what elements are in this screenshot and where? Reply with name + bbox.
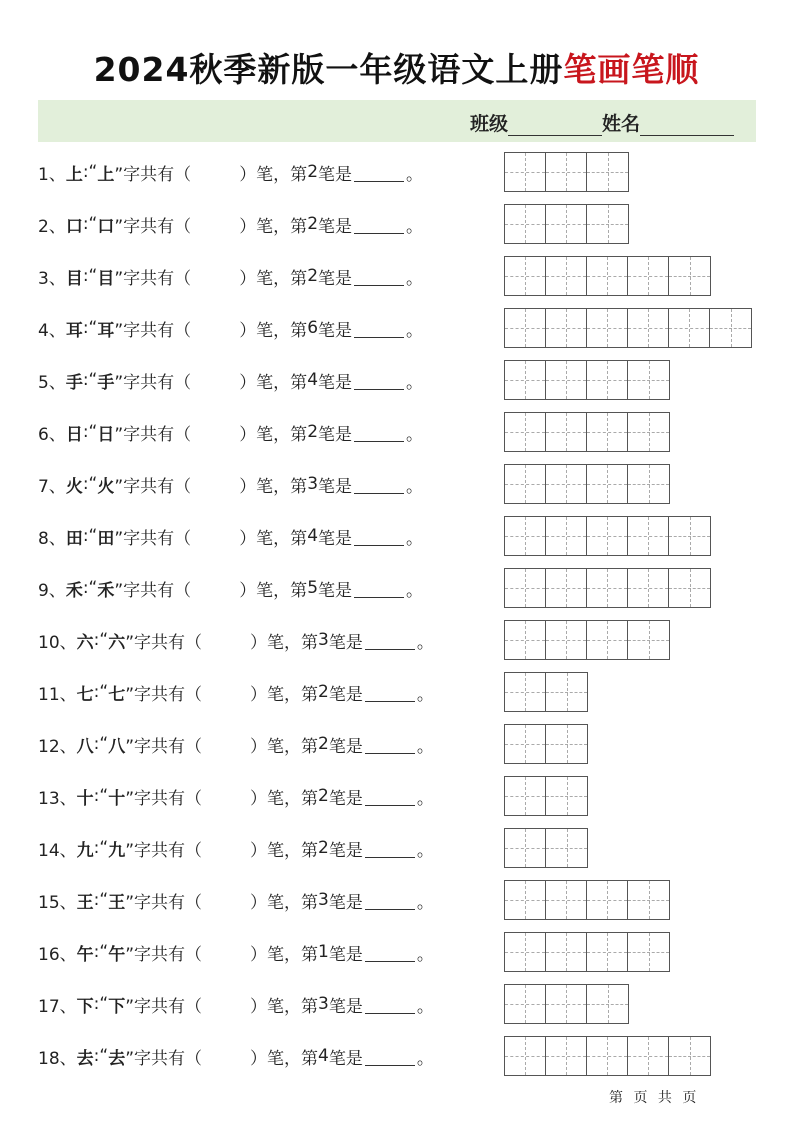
- question-char: 王: [76, 892, 94, 913]
- stroke-answer-blank[interactable]: [365, 891, 415, 910]
- question-text-stroke: 笔是: [328, 632, 363, 653]
- question-row: [38, 776, 434, 816]
- question-text-count: ”字共有（: [114, 580, 192, 601]
- question-end: 。: [406, 164, 424, 185]
- question-end: 。: [416, 632, 434, 653]
- question-number: 16、: [38, 944, 77, 965]
- writing-cell[interactable]: [505, 309, 546, 347]
- stroke-answer-blank[interactable]: [354, 423, 404, 442]
- question-text-count: ”字共有（: [125, 1048, 202, 1069]
- question-text-mid: ）笔，第: [239, 528, 308, 549]
- question-char-quoted: 下: [108, 996, 126, 1017]
- question-text-mid: ）笔，第: [239, 580, 308, 601]
- question-text-count: ”字共有（: [114, 164, 192, 185]
- question-text-stroke: 笔是: [318, 528, 353, 549]
- question-row: [38, 568, 423, 608]
- writing-cell[interactable]: [505, 881, 546, 919]
- name-input-line[interactable]: [640, 113, 734, 136]
- question-text-stroke: 笔是: [328, 684, 363, 705]
- question-char-quoted: 田: [97, 528, 115, 549]
- writing-cell[interactable]: [546, 985, 587, 1023]
- question-char-quoted: 去: [108, 1048, 126, 1069]
- question-number: 6、: [38, 424, 66, 445]
- question-end: 。: [416, 944, 434, 965]
- writing-cell[interactable]: [669, 569, 710, 607]
- question-row: [38, 620, 434, 660]
- stroke-answer-blank[interactable]: [365, 995, 415, 1014]
- question-end: 。: [416, 684, 434, 705]
- question-text-count: ”字共有（: [114, 268, 192, 289]
- writing-cell[interactable]: [628, 517, 669, 555]
- writing-cell[interactable]: [628, 257, 669, 295]
- question-prefix: :“: [93, 734, 109, 754]
- writing-grid: [504, 776, 588, 816]
- stroke-index: 2: [318, 786, 329, 806]
- writing-cell[interactable]: [587, 153, 628, 191]
- question-end: 。: [406, 216, 424, 237]
- writing-cell[interactable]: [505, 465, 546, 503]
- question-text-mid: ）笔，第: [239, 476, 308, 497]
- question-text-stroke: 笔是: [328, 1048, 363, 1069]
- writing-grid: [504, 256, 711, 296]
- question-prefix: :“: [82, 266, 98, 286]
- question-char-quoted: 六: [108, 632, 126, 653]
- question-text-count: ”字共有（: [125, 996, 202, 1017]
- writing-cell[interactable]: [505, 153, 546, 191]
- stroke-index: 3: [318, 994, 329, 1014]
- question-prefix: :“: [82, 422, 98, 442]
- question-char-quoted: 九: [108, 840, 126, 861]
- question-number: 10、: [38, 632, 77, 653]
- writing-cell[interactable]: [587, 933, 628, 971]
- question-char: 日: [65, 424, 83, 445]
- question-number: 3、: [38, 268, 66, 289]
- question-text-stroke: 笔是: [328, 944, 363, 965]
- question-text-stroke: 笔是: [318, 372, 353, 393]
- title-main: 2024秋季新版一年级语文上册: [93, 50, 564, 89]
- question-end: 。: [416, 788, 434, 809]
- question-text-mid: ）笔，第: [250, 996, 318, 1017]
- question-row: [38, 932, 434, 972]
- question-row: [38, 204, 423, 244]
- question-end: 。: [416, 1048, 434, 1069]
- writing-cell[interactable]: [587, 517, 628, 555]
- stroke-answer-blank[interactable]: [365, 839, 415, 858]
- stroke-answer-blank[interactable]: [354, 527, 404, 546]
- question-text-count: ”字共有（: [125, 632, 202, 653]
- writing-cell[interactable]: [628, 933, 669, 971]
- question-char: 去: [76, 1048, 94, 1069]
- writing-cell[interactable]: [587, 309, 628, 347]
- question-text-stroke: 笔是: [328, 788, 363, 809]
- question-row: [38, 152, 423, 192]
- question-text-count: ”字共有（: [114, 476, 192, 497]
- question-char: 田: [65, 528, 83, 549]
- writing-cell[interactable]: [669, 257, 710, 295]
- writing-cell[interactable]: [587, 413, 628, 451]
- question-text-mid: ）笔，第: [239, 372, 308, 393]
- class-name-bar: [38, 100, 756, 142]
- writing-cell[interactable]: [546, 881, 587, 919]
- question-text-count: ”字共有（: [125, 788, 202, 809]
- question-char-quoted: 目: [97, 268, 115, 289]
- stroke-answer-blank[interactable]: [354, 319, 404, 338]
- question-char-quoted: 日: [97, 424, 115, 445]
- writing-cell[interactable]: [628, 1037, 669, 1075]
- question-char: 目: [65, 268, 83, 289]
- question-char: 九: [76, 840, 94, 861]
- stroke-index: 4: [307, 526, 319, 546]
- writing-cell[interactable]: [546, 621, 587, 659]
- writing-grid: [504, 516, 711, 556]
- question-char: 禾: [65, 580, 83, 601]
- question-row: [38, 880, 434, 920]
- writing-grid: [504, 620, 670, 660]
- writing-cell[interactable]: [546, 933, 587, 971]
- stroke-answer-blank[interactable]: [365, 787, 415, 806]
- stroke-answer-blank[interactable]: [354, 163, 404, 182]
- writing-grid: [504, 308, 752, 348]
- stroke-answer-blank[interactable]: [365, 631, 415, 650]
- writing-cell[interactable]: [546, 205, 587, 243]
- stroke-answer-blank[interactable]: [354, 475, 404, 494]
- question-char: 午: [76, 944, 94, 965]
- writing-cell[interactable]: [628, 413, 669, 451]
- question-char-quoted: 上: [97, 164, 115, 185]
- writing-cell[interactable]: [628, 621, 669, 659]
- writing-grid: [504, 672, 588, 712]
- writing-cell[interactable]: [505, 933, 546, 971]
- stroke-index: 2: [307, 266, 319, 286]
- question-prefix: :“: [93, 994, 109, 1014]
- question-char: 手: [65, 372, 83, 393]
- stroke-answer-blank[interactable]: [354, 215, 404, 234]
- question-text-mid: ）笔，第: [250, 788, 318, 809]
- writing-cell[interactable]: [505, 1037, 546, 1075]
- question-prefix: :“: [82, 162, 98, 182]
- writing-cell[interactable]: [505, 205, 546, 243]
- class-label: 班级: [469, 113, 508, 135]
- question-char: 七: [76, 684, 94, 705]
- stroke-answer-blank[interactable]: [354, 267, 404, 286]
- question-end: 。: [406, 424, 424, 445]
- writing-cell[interactable]: [546, 725, 587, 763]
- stroke-index: 2: [307, 422, 319, 442]
- question-text-stroke: 笔是: [318, 476, 353, 497]
- question-number: 8、: [38, 528, 66, 549]
- question-row: [38, 1036, 434, 1076]
- question-prefix: :“: [82, 526, 98, 546]
- writing-cell[interactable]: [546, 257, 587, 295]
- question-text-stroke: 笔是: [318, 580, 353, 601]
- question-text-stroke: 笔是: [318, 164, 353, 185]
- writing-grid: [504, 880, 670, 920]
- question-prefix: :“: [82, 370, 98, 390]
- writing-cell[interactable]: [546, 1037, 587, 1075]
- question-number: 1、: [38, 164, 66, 185]
- question-text-stroke: 笔是: [328, 892, 363, 913]
- writing-cell[interactable]: [628, 569, 669, 607]
- question-prefix: :“: [93, 682, 109, 702]
- question-char: 下: [76, 996, 94, 1017]
- question-char-quoted: 八: [108, 736, 126, 757]
- question-end: 。: [406, 372, 424, 393]
- question-row: [38, 516, 423, 556]
- writing-grid: [504, 828, 588, 868]
- question-text-mid: ）笔，第: [250, 632, 318, 653]
- question-row: [38, 672, 434, 712]
- question-text-stroke: 笔是: [318, 268, 353, 289]
- question-char-quoted: 七: [108, 684, 126, 705]
- stroke-index: 3: [318, 890, 329, 910]
- stroke-index: 3: [318, 630, 329, 650]
- writing-grid: [504, 1036, 711, 1076]
- writing-grid: [504, 932, 670, 972]
- question-text-stroke: 笔是: [318, 216, 353, 237]
- question-char-quoted: 午: [108, 944, 126, 965]
- question-prefix: :“: [93, 786, 109, 806]
- class-input-line[interactable]: [508, 113, 602, 136]
- question-char-quoted: 火: [97, 476, 115, 497]
- question-row: [38, 828, 434, 868]
- writing-cell[interactable]: [546, 777, 587, 815]
- writing-cell[interactable]: [546, 569, 587, 607]
- question-text-mid: ）笔，第: [239, 216, 308, 237]
- question-prefix: :“: [82, 214, 98, 234]
- question-end: 。: [406, 580, 424, 601]
- question-row: [38, 360, 423, 400]
- question-end: 。: [406, 320, 424, 341]
- question-text-count: ”字共有（: [114, 372, 192, 393]
- question-end: 。: [416, 736, 434, 757]
- question-text-count: ”字共有（: [114, 216, 192, 237]
- question-text-stroke: 笔是: [328, 840, 363, 861]
- writing-grid: [504, 412, 670, 452]
- page-footer: 第 页 共 页: [609, 1090, 697, 1106]
- question-text-count: ”字共有（: [114, 320, 192, 341]
- question-char: 十: [76, 788, 94, 809]
- writing-grid: [504, 984, 629, 1024]
- question-char-quoted: 十: [108, 788, 126, 809]
- writing-grid: [504, 360, 670, 400]
- writing-cell[interactable]: [505, 413, 546, 451]
- question-char-quoted: 口: [97, 216, 115, 237]
- writing-grid: [504, 464, 670, 504]
- question-number: 14、: [38, 840, 77, 861]
- question-text-stroke: 笔是: [328, 736, 363, 757]
- writing-cell[interactable]: [587, 1037, 628, 1075]
- question-end: 。: [416, 840, 434, 861]
- question-text-count: ”字共有（: [125, 944, 202, 965]
- writing-cell[interactable]: [587, 881, 628, 919]
- writing-cell[interactable]: [546, 361, 587, 399]
- question-text-stroke: 笔是: [318, 424, 353, 445]
- writing-cell[interactable]: [505, 569, 546, 607]
- question-number: 7、: [38, 476, 66, 497]
- question-number: 11、: [38, 684, 77, 705]
- writing-cell[interactable]: [628, 465, 669, 503]
- question-char-quoted: 王: [108, 892, 126, 913]
- question-text-mid: ）笔，第: [250, 944, 318, 965]
- question-number: 9、: [38, 580, 66, 601]
- question-prefix: :“: [93, 838, 109, 858]
- stroke-index: 2: [318, 734, 329, 754]
- writing-cell[interactable]: [628, 309, 669, 347]
- question-text-mid: ）笔，第: [239, 320, 308, 341]
- question-text-mid: ）笔，第: [250, 684, 318, 705]
- question-prefix: :“: [93, 1046, 109, 1066]
- question-text-mid: ）笔，第: [250, 736, 318, 757]
- question-number: 4、: [38, 320, 66, 341]
- page-title: [0, 44, 793, 96]
- writing-cell[interactable]: [505, 621, 546, 659]
- question-row: [38, 412, 423, 452]
- question-number: 12、: [38, 736, 77, 757]
- stroke-index: 1: [318, 942, 329, 962]
- question-text-count: ”字共有（: [125, 736, 202, 757]
- question-text-count: ”字共有（: [114, 528, 192, 549]
- writing-cell[interactable]: [587, 257, 628, 295]
- question-char: 耳: [65, 320, 83, 341]
- question-number: 17、: [38, 996, 77, 1017]
- question-char: 口: [65, 216, 83, 237]
- writing-cell[interactable]: [587, 621, 628, 659]
- question-text-count: ”字共有（: [125, 840, 202, 861]
- writing-cell[interactable]: [669, 517, 710, 555]
- writing-grid: [504, 204, 629, 244]
- stroke-index: 5: [307, 578, 319, 598]
- writing-cell[interactable]: [587, 361, 628, 399]
- writing-cell[interactable]: [505, 673, 546, 711]
- question-number: 18、: [38, 1048, 77, 1069]
- question-text-count: ”字共有（: [125, 684, 202, 705]
- question-number: 15、: [38, 892, 77, 913]
- writing-grid: [504, 724, 588, 764]
- stroke-index: 2: [307, 162, 319, 182]
- question-char: 六: [76, 632, 94, 653]
- question-char-quoted: 手: [97, 372, 115, 393]
- question-text-mid: ）笔，第: [239, 268, 308, 289]
- class-name-fields: [470, 109, 734, 136]
- stroke-answer-blank[interactable]: [354, 371, 404, 390]
- writing-cell[interactable]: [587, 465, 628, 503]
- writing-cell[interactable]: [505, 725, 546, 763]
- stroke-index: 3: [307, 474, 319, 494]
- stroke-answer-blank[interactable]: [365, 735, 415, 754]
- stroke-index: 6: [307, 318, 319, 338]
- writing-cell[interactable]: [546, 517, 587, 555]
- writing-cell[interactable]: [505, 777, 546, 815]
- question-prefix: :“: [93, 630, 109, 650]
- writing-cell[interactable]: [505, 829, 546, 867]
- question-row: [38, 308, 423, 348]
- question-row: [38, 724, 434, 764]
- question-prefix: :“: [93, 890, 109, 910]
- question-text-mid: ）笔，第: [250, 892, 318, 913]
- writing-cell[interactable]: [546, 153, 587, 191]
- writing-grid: [504, 568, 711, 608]
- question-char: 八: [76, 736, 94, 757]
- writing-cell[interactable]: [505, 257, 546, 295]
- question-text-stroke: 笔是: [328, 996, 363, 1017]
- writing-cell[interactable]: [587, 569, 628, 607]
- question-row: [38, 256, 423, 296]
- question-char: 上: [65, 164, 83, 185]
- stroke-answer-blank[interactable]: [365, 1047, 415, 1066]
- stroke-index: 2: [318, 838, 329, 858]
- writing-cell[interactable]: [628, 881, 669, 919]
- question-end: 。: [406, 268, 424, 289]
- question-text-count: ”字共有（: [114, 424, 192, 445]
- writing-cell[interactable]: [669, 1037, 710, 1075]
- writing-cell[interactable]: [546, 829, 587, 867]
- writing-cell[interactable]: [546, 413, 587, 451]
- writing-cell[interactable]: [669, 309, 710, 347]
- stroke-index: 2: [307, 214, 319, 234]
- stroke-index: 4: [307, 370, 319, 390]
- writing-cell[interactable]: [546, 309, 587, 347]
- question-number: 5、: [38, 372, 66, 393]
- name-label: 姓名: [601, 113, 640, 135]
- stroke-index: 2: [318, 682, 329, 702]
- question-row: [38, 984, 434, 1024]
- writing-cell[interactable]: [587, 205, 628, 243]
- writing-grid: [504, 152, 629, 192]
- question-text-mid: ）笔，第: [239, 164, 308, 185]
- writing-cell[interactable]: [587, 985, 628, 1023]
- question-text-mid: ）笔，第: [250, 840, 318, 861]
- question-prefix: :“: [82, 578, 98, 598]
- question-end: 。: [406, 476, 424, 497]
- question-text-count: ”字共有（: [125, 892, 202, 913]
- writing-cell[interactable]: [546, 465, 587, 503]
- stroke-answer-blank[interactable]: [354, 579, 404, 598]
- writing-cell[interactable]: [505, 985, 546, 1023]
- writing-cell[interactable]: [505, 361, 546, 399]
- question-prefix: :“: [82, 474, 98, 494]
- writing-cell[interactable]: [710, 309, 751, 347]
- question-prefix: :“: [93, 942, 109, 962]
- stroke-answer-blank[interactable]: [365, 683, 415, 702]
- question-prefix: :“: [82, 318, 98, 338]
- question-end: 。: [406, 528, 424, 549]
- stroke-answer-blank[interactable]: [365, 943, 415, 962]
- question-number: 2、: [38, 216, 66, 237]
- question-text-mid: ）笔，第: [250, 1048, 318, 1069]
- question-char-quoted: 耳: [97, 320, 115, 341]
- writing-cell[interactable]: [628, 361, 669, 399]
- writing-cell[interactable]: [546, 673, 587, 711]
- question-char-quoted: 禾: [97, 580, 115, 601]
- question-text-mid: ）笔，第: [239, 424, 308, 445]
- question-number: 13、: [38, 788, 77, 809]
- question-end: 。: [416, 892, 434, 913]
- question-text-stroke: 笔是: [318, 320, 353, 341]
- question-row: [38, 464, 423, 504]
- stroke-index: 4: [318, 1046, 329, 1066]
- title-accent: 笔画笔顺: [563, 50, 700, 89]
- question-end: 。: [416, 996, 434, 1017]
- question-char: 火: [65, 476, 83, 497]
- writing-cell[interactable]: [505, 517, 546, 555]
